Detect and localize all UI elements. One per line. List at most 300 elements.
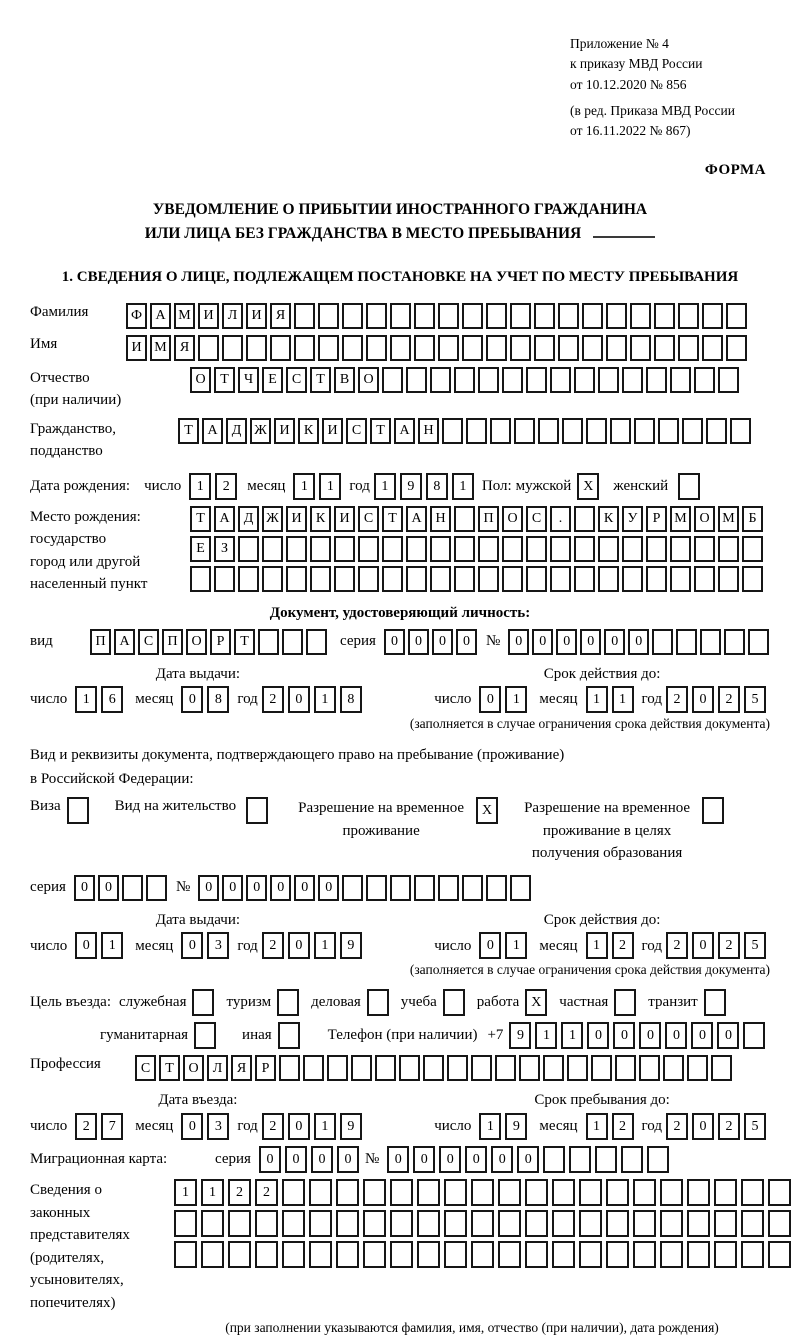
purpose-option-checkbox — [277, 989, 299, 1016]
char-cell — [610, 418, 631, 444]
char-cell — [534, 335, 555, 361]
patronymic-label — [30, 367, 190, 412]
char-cell — [390, 303, 411, 329]
temp-residence-edu-label — [524, 797, 690, 865]
day-label: число — [30, 937, 68, 954]
char-cell: 1 — [561, 1022, 583, 1049]
purpose-option-checkbox — [443, 989, 465, 1016]
valid-day-cells — [479, 932, 531, 959]
char-cell: 0 — [479, 686, 501, 713]
day-label: число — [434, 1118, 472, 1135]
char-cell — [310, 566, 331, 592]
char-cell — [336, 1210, 359, 1237]
char-cell — [646, 536, 667, 562]
char-cell — [309, 1210, 332, 1237]
char-cell — [309, 1179, 332, 1206]
char-cell — [543, 1055, 564, 1081]
char-cell — [718, 566, 739, 592]
char-cell: 0 — [74, 875, 95, 901]
temp-residence-edu-label-line: проживание в целях — [542, 822, 672, 839]
char-cell: 2 — [718, 932, 740, 959]
char-cell — [417, 1210, 440, 1237]
purpose-row-2 — [100, 1022, 770, 1049]
month-label: месяц — [135, 1118, 174, 1135]
char-cell: Т — [190, 506, 211, 532]
char-cell: 0 — [294, 875, 315, 901]
char-cell — [652, 629, 673, 655]
valid-year-cells — [666, 686, 770, 713]
char-cell: 1 — [586, 932, 608, 959]
char-cell: 0 — [465, 1146, 487, 1173]
char-cell — [414, 335, 435, 361]
char-cell — [174, 1241, 197, 1268]
char-cell — [122, 875, 143, 901]
char-cell: 9 — [509, 1022, 531, 1049]
citizenship-label — [30, 418, 178, 463]
char-cell: 9 — [340, 1113, 362, 1140]
char-cell: 0 — [413, 1146, 435, 1173]
char-cell — [454, 367, 475, 393]
char-cell — [687, 1241, 710, 1268]
char-cell — [748, 629, 769, 655]
char-cell: М — [150, 335, 171, 361]
char-cell — [663, 1055, 684, 1081]
char-cell — [538, 418, 559, 444]
char-cell: 0 — [532, 629, 553, 655]
char-cell — [498, 1210, 521, 1237]
char-cell — [174, 1210, 197, 1237]
char-cell — [478, 536, 499, 562]
char-cell: 0 — [517, 1146, 539, 1173]
char-cell: 1 — [374, 473, 396, 500]
number-label: № — [175, 879, 191, 896]
char-cell: 2 — [612, 932, 634, 959]
month-label: месяц — [135, 691, 174, 708]
char-cell — [726, 303, 747, 329]
char-cell: 0 — [508, 629, 529, 655]
purpose-option-checkbox — [614, 989, 636, 1016]
char-cell: 2 — [666, 1113, 688, 1140]
identity-doc-type-label: вид — [30, 633, 53, 650]
char-cell — [363, 1179, 386, 1206]
representatives-label — [30, 1179, 174, 1314]
char-cell: 2 — [718, 1113, 740, 1140]
char-cell — [390, 335, 411, 361]
day-label: число — [30, 1118, 68, 1135]
char-cell: Р — [255, 1055, 276, 1081]
char-cell — [768, 1179, 791, 1206]
valid-month-cells — [586, 686, 638, 713]
char-cell — [258, 629, 279, 655]
char-cell: Р — [210, 629, 231, 655]
char-cell — [366, 875, 387, 901]
stay-doc-series-row — [30, 875, 770, 901]
char-cell: И — [286, 506, 307, 532]
char-cell — [342, 303, 363, 329]
char-cell: Я — [231, 1055, 252, 1081]
char-cell: 5 — [744, 1113, 766, 1140]
char-cell — [510, 303, 531, 329]
purpose-option-label: частная — [559, 994, 609, 1011]
char-cell: 1 — [101, 932, 123, 959]
entry-date — [30, 1091, 366, 1140]
char-cell: А — [150, 303, 171, 329]
char-cell — [646, 566, 667, 592]
char-cell — [550, 367, 571, 393]
page-title-line2: ИЛИ ЛИЦА БЕЗ ГРАЖДАНСТВА В МЕСТО ПРЕБЫВАНИЯ — [144, 225, 582, 243]
char-cell: 1 — [201, 1179, 224, 1206]
surname-label: Фамилия — [30, 303, 89, 320]
char-cell — [574, 506, 595, 532]
identity-valid-date — [434, 665, 770, 714]
issue-date-title: Дата выдачи: — [155, 665, 241, 682]
temp-residence-edu-checkbox — [702, 797, 724, 824]
char-cell: И — [274, 418, 295, 444]
stay-doc-issue-date — [30, 911, 366, 960]
char-cell: 0 — [318, 875, 339, 901]
char-cell: 2 — [666, 686, 688, 713]
char-cell: 1 — [586, 1113, 608, 1140]
char-cell — [430, 536, 451, 562]
char-cell: 1 — [505, 686, 527, 713]
entry-month-cells — [181, 1113, 233, 1140]
char-cell — [622, 566, 643, 592]
char-cell: Л — [222, 303, 243, 329]
char-cell: 8 — [426, 473, 448, 500]
patronymic-label-line: Отчество — [30, 369, 90, 386]
stay-until-title: Срок пребывания до: — [534, 1092, 670, 1109]
char-cell — [639, 1055, 660, 1081]
birth-place-label-line: населенный пункт — [30, 576, 148, 593]
identity-doc-type-cells — [90, 629, 330, 655]
patronymic-label-line: (при наличии) — [30, 392, 122, 409]
char-cell — [294, 303, 315, 329]
birth-day-cells — [189, 473, 241, 500]
char-cell: 0 — [285, 1146, 307, 1173]
char-cell: 7 — [101, 1113, 123, 1140]
citizenship-label-line: подданство — [30, 443, 103, 460]
char-cell — [558, 335, 579, 361]
char-cell — [502, 367, 523, 393]
patronymic-cells — [190, 367, 742, 393]
visa-checkbox — [67, 797, 89, 824]
char-cell — [438, 303, 459, 329]
page-title-line2-wrap — [30, 222, 770, 246]
char-cell — [621, 1146, 643, 1173]
char-cell — [502, 566, 523, 592]
char-cell: 1 — [612, 686, 634, 713]
char-cell — [519, 1055, 540, 1081]
char-cell — [454, 506, 475, 532]
char-cell: Д — [226, 418, 247, 444]
char-cell: 0 — [628, 629, 649, 655]
char-cell — [462, 335, 483, 361]
char-cell — [382, 536, 403, 562]
char-cell — [342, 875, 363, 901]
char-cell — [363, 1241, 386, 1268]
char-cell — [318, 303, 339, 329]
stay-until-date — [434, 1091, 770, 1140]
char-cell — [282, 1179, 305, 1206]
char-cell: 0 — [587, 1022, 609, 1049]
char-cell: Т — [214, 367, 235, 393]
number-label: № — [364, 1151, 380, 1168]
char-cell — [438, 875, 459, 901]
purpose-option-checkbox — [192, 989, 214, 1016]
char-cell — [490, 418, 511, 444]
char-cell — [406, 566, 427, 592]
char-cell: Т — [159, 1055, 180, 1081]
migration-card-series-cells — [259, 1146, 363, 1173]
char-cell: 2 — [262, 932, 284, 959]
char-cell — [334, 566, 355, 592]
char-cell — [582, 303, 603, 329]
valid-year-cells — [666, 932, 770, 959]
given-name-cells — [126, 335, 750, 361]
temp-residence-edu-label-line: получения образования — [531, 845, 683, 862]
char-cell — [718, 367, 739, 393]
representatives-cells-row1 — [174, 1179, 795, 1206]
issue-date-line — [30, 932, 366, 959]
char-cell — [646, 367, 667, 393]
char-cell: П — [478, 506, 499, 532]
char-cell — [702, 335, 723, 361]
char-cell: 0 — [288, 932, 310, 959]
form-label: ФОРМА — [704, 162, 766, 179]
char-cell — [471, 1241, 494, 1268]
purpose-option-label: работа — [476, 994, 520, 1011]
issue-month-cells — [181, 686, 233, 713]
char-cell: О — [190, 367, 211, 393]
char-cell — [270, 335, 291, 361]
char-cell — [670, 536, 691, 562]
year-label: год — [237, 691, 258, 708]
char-cell: 2 — [612, 1113, 634, 1140]
char-cell — [366, 335, 387, 361]
char-cell — [574, 536, 595, 562]
char-cell — [595, 1146, 617, 1173]
char-cell — [660, 1241, 683, 1268]
purpose-option-label: служебная — [118, 994, 187, 1011]
char-cell: 0 — [692, 932, 714, 959]
stay-doc-number-cells — [198, 875, 534, 901]
char-cell: 1 — [189, 473, 211, 500]
char-cell: 1 — [479, 1113, 501, 1140]
char-cell — [634, 418, 655, 444]
char-cell — [687, 1210, 710, 1237]
valid-date-line — [434, 932, 770, 959]
surname-cells — [126, 303, 750, 329]
char-cell: 0 — [384, 629, 405, 655]
char-cell — [606, 303, 627, 329]
year-label: год — [641, 691, 662, 708]
char-cell — [526, 536, 547, 562]
entry-date-title: Дата въезда: — [158, 1092, 238, 1109]
char-cell — [351, 1055, 372, 1081]
char-cell: С — [346, 418, 367, 444]
identity-doc-dates-row — [30, 665, 770, 714]
char-cell: К — [598, 506, 619, 532]
char-cell — [201, 1241, 224, 1268]
stay-doc-intro-line: в Российской Федерации: — [30, 771, 194, 788]
char-cell: О — [502, 506, 523, 532]
birth-place-label-line: город или другой — [30, 553, 141, 570]
char-cell: 1 — [586, 686, 608, 713]
char-cell — [654, 335, 675, 361]
char-cell — [654, 303, 675, 329]
char-cell — [146, 875, 167, 901]
char-cell: А — [214, 506, 235, 532]
representatives-label-line: (родителях, — [30, 1249, 105, 1266]
char-cell — [444, 1179, 467, 1206]
gender-male-checkbox: X — [577, 473, 599, 500]
char-cell: 0 — [604, 629, 625, 655]
char-cell — [550, 536, 571, 562]
char-cell: П — [162, 629, 183, 655]
page-title-line1: УВЕДОМЛЕНИЕ О ПРИБЫТИИ ИНОСТРАННОГО ГРАЖДАНИНА — [152, 201, 648, 218]
entry-year-cells — [262, 1113, 366, 1140]
identity-doc-number-cells — [508, 629, 772, 655]
citizenship-cells — [178, 418, 754, 444]
birth-month-cells — [293, 473, 345, 500]
char-cell: 2 — [215, 473, 237, 500]
char-cell: 0 — [580, 629, 601, 655]
char-cell — [630, 303, 651, 329]
char-cell: . — [550, 506, 571, 532]
char-cell: 0 — [387, 1146, 409, 1173]
char-cell: 0 — [692, 1113, 714, 1140]
char-cell: 0 — [98, 875, 119, 901]
stay-doc-valid-date — [434, 911, 770, 960]
temp-residence-label — [298, 797, 464, 842]
char-cell — [606, 335, 627, 361]
representatives-label-line: законных — [30, 1204, 91, 1221]
char-cell: 8 — [340, 686, 362, 713]
char-cell — [406, 367, 427, 393]
char-cell: Т — [370, 418, 391, 444]
given-name-row — [30, 335, 770, 361]
series-label: серия — [340, 633, 376, 650]
char-cell: Т — [310, 367, 331, 393]
gender-female-checkbox — [678, 473, 700, 500]
char-cell — [201, 1210, 224, 1237]
day-label: число — [434, 937, 472, 954]
char-cell: В — [334, 367, 355, 393]
char-cell — [442, 418, 463, 444]
char-cell — [318, 335, 339, 361]
char-cell — [694, 536, 715, 562]
appendix-line: от 10.12.2020 № 856 — [570, 76, 687, 92]
char-cell — [447, 1055, 468, 1081]
representatives-cells-block — [174, 1179, 795, 1268]
char-cell — [622, 367, 643, 393]
char-cell: Б — [742, 506, 763, 532]
char-cell: К — [298, 418, 319, 444]
stay-doc-note: (заполняется в случае ограничения срока действия документа) — [409, 962, 770, 978]
birth-place-cells-row1 — [190, 506, 766, 532]
month-label: месяц — [539, 691, 578, 708]
representatives-label-line: попечителях) — [30, 1294, 116, 1311]
phone-cells — [509, 1022, 769, 1049]
char-cell — [598, 566, 619, 592]
representatives-label-line: Сведения о — [30, 1182, 102, 1199]
char-cell — [678, 303, 699, 329]
residence-permit-checkbox — [246, 797, 268, 824]
char-cell — [562, 418, 583, 444]
purpose-option-label: деловая — [311, 994, 361, 1011]
birth-year-cells — [374, 473, 478, 500]
char-cell: 2 — [262, 1113, 284, 1140]
char-cell — [676, 629, 697, 655]
birth-place-label — [30, 506, 190, 596]
char-cell — [574, 367, 595, 393]
char-cell: Н — [430, 506, 451, 532]
char-cell: 6 — [101, 686, 123, 713]
revision-line: от 16.11.2022 № 867) — [570, 123, 691, 138]
char-cell — [543, 1146, 565, 1173]
char-cell — [525, 1179, 548, 1206]
char-cell: 0 — [259, 1146, 281, 1173]
char-cell — [486, 303, 507, 329]
char-cell: 1 — [452, 473, 474, 500]
char-cell: 5 — [744, 686, 766, 713]
entry-date-line — [30, 1113, 366, 1140]
purpose-option-checkbox — [367, 989, 389, 1016]
migration-card-label: Миграционная карта: — [30, 1151, 168, 1168]
char-cell — [255, 1241, 278, 1268]
char-cell — [768, 1241, 791, 1268]
char-cell — [552, 1241, 575, 1268]
valid-date-title: Срок действия до: — [543, 665, 661, 682]
purpose-option — [559, 989, 640, 1016]
char-cell — [498, 1179, 521, 1206]
char-cell — [706, 418, 727, 444]
char-cell — [390, 1241, 413, 1268]
char-cell: У — [622, 506, 643, 532]
birth-place-cells-row3 — [190, 566, 766, 592]
profession-cells — [135, 1055, 735, 1081]
char-cell: 0 — [270, 875, 291, 901]
char-cell — [591, 1055, 612, 1081]
char-cell — [598, 367, 619, 393]
char-cell — [742, 566, 763, 592]
purpose-option-label: гуманитарная — [100, 1027, 189, 1044]
identity-doc-heading: Документ, удостоверяющий личность: — [269, 604, 531, 621]
section1-heading: 1. СВЕДЕНИЯ О ЛИЦЕ, ПОДЛЕЖАЩЕМ ПОСТАНОВКЕ НА УЧЕТ ПО МЕСТУ ПРЕБЫВАНИЯ — [61, 269, 739, 286]
char-cell — [700, 629, 721, 655]
char-cell — [466, 418, 487, 444]
char-cell — [454, 566, 475, 592]
char-cell: 5 — [744, 932, 766, 959]
char-cell — [606, 1241, 629, 1268]
gender-female-label: женский — [613, 477, 669, 494]
char-cell: С — [135, 1055, 156, 1081]
char-cell: 9 — [505, 1113, 527, 1140]
char-cell — [622, 536, 643, 562]
migration-card-number-cells — [387, 1146, 673, 1173]
until-year-cells — [666, 1113, 770, 1140]
char-cell: 1 — [174, 1179, 197, 1206]
purpose-option-checkbox: X — [525, 989, 547, 1016]
year-label: год — [237, 1118, 258, 1135]
residence-permit-label: Вид на жительство — [114, 798, 237, 815]
char-cell — [306, 629, 327, 655]
char-cell: Ф — [126, 303, 147, 329]
char-cell — [471, 1179, 494, 1206]
char-cell: П — [90, 629, 111, 655]
char-cell — [630, 335, 651, 361]
char-cell: 0 — [246, 875, 267, 901]
